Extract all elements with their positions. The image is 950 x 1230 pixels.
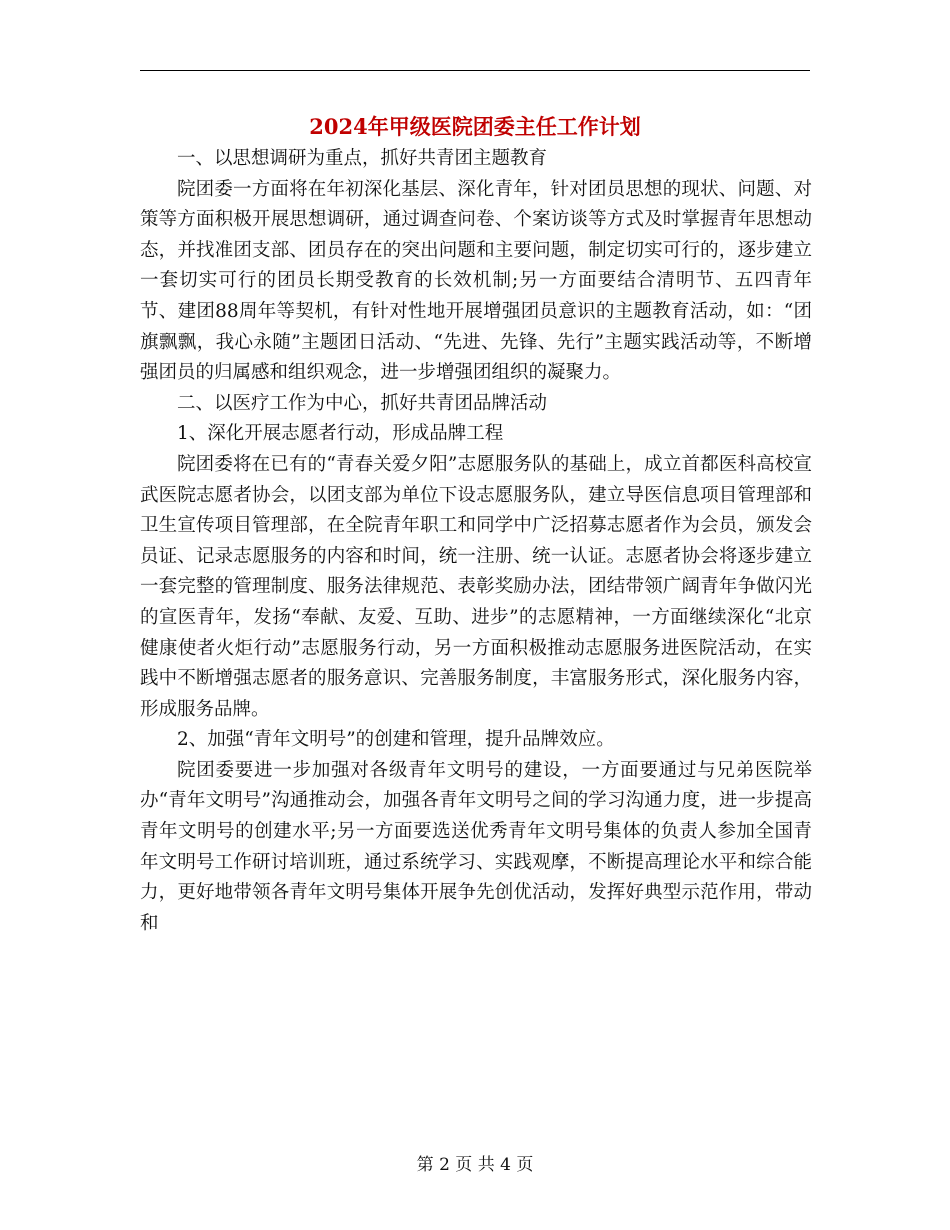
subsection-heading-1: 1、深化开展志愿者行动，形成品牌工程 — [177, 423, 504, 445]
page-number-footer: 第 2 页 共 4 页 — [416, 1155, 534, 1175]
document-title: 2024年甲级医院团委主任工作计划 — [309, 114, 641, 139]
body-paragraph: 院团委要进一步加强对各级青年文明号的建设，一方面要通过与兄弟医院举办“青年文明号”沟通推动会，加强各青年文明号之间的学习沟通力度，进一步提高青年文明号的创建水平;另一方面要选送优秀青年文明号集体的负责人参加全国青年文明号工作研讨培训班，通过系统学习、实践观摩，不断提高理论水平和综合能力，更好地带领各青年文明号集体开展争先创优活动，发挥好典型示范作用，带动和 — [140, 759, 812, 934]
subsection-heading-2: 2、加强“青年文明号”的创建和管理，提升品牌效应。 — [177, 729, 615, 751]
body-paragraph: 院团委一方面将在年初深化基层、深化青年，针对团员思想的现状、问题、对策等方面积极开展思想调研，通过调查问卷、个案访谈等方式及时掌握青年思想动态，并找准团支部、团员存在的突出问题和主要问题，制定切实可行的，逐步建立一套切实可行的团员长期受教育的长效机制;另一方面要结合清明节、五四青年节、建团88周年等契机，有针对性地开展增强团员意识的主题教育活动，如：“团旗飘飘，我心永随”主题团日活动、“先进、先锋、先行”主题实践活动等，不断增强团员的归属感和组织观念，进一步增强团组织的凝聚力。 — [140, 178, 812, 384]
body-paragraph: 院团委将在已有的“青春关爱夕阳”志愿服务队的基础上，成立首都医科高校宣武医院志愿者协会，以团支部为单位下设志愿服务队，建立导医信息项目管理部和卫生宣传项目管理部，在全院青年职工和同学中广泛招募志愿者作为会员，颁发会员证、记录志愿服务的内容和时间，统一注册、统一认证。志愿者协会将逐步建立一套完整的管理制度、服务法律规范、表彰奖励办法，团结带领广阔青年争做闪光的宣医青年，发扬“奉献、友爱、互助、进步”的志愿精神，一方面继续深化“北京健康使者火炬行动”志愿服务行动，另一方面积极推动志愿服务进医院活动，在实践中不断增强志愿者的服务意识、完善服务制度，丰富服务形式，深化服务内容，形成服务品牌。 — [140, 453, 812, 720]
section-heading-1: 一、以思想调研为重点，抓好共青团主题教育 — [177, 148, 548, 169]
section-heading-2: 二、以医疗工作为中心，抓好共青团品牌活动 — [177, 392, 548, 414]
document-body — [140, 144, 812, 939]
header-rule — [140, 70, 810, 71]
